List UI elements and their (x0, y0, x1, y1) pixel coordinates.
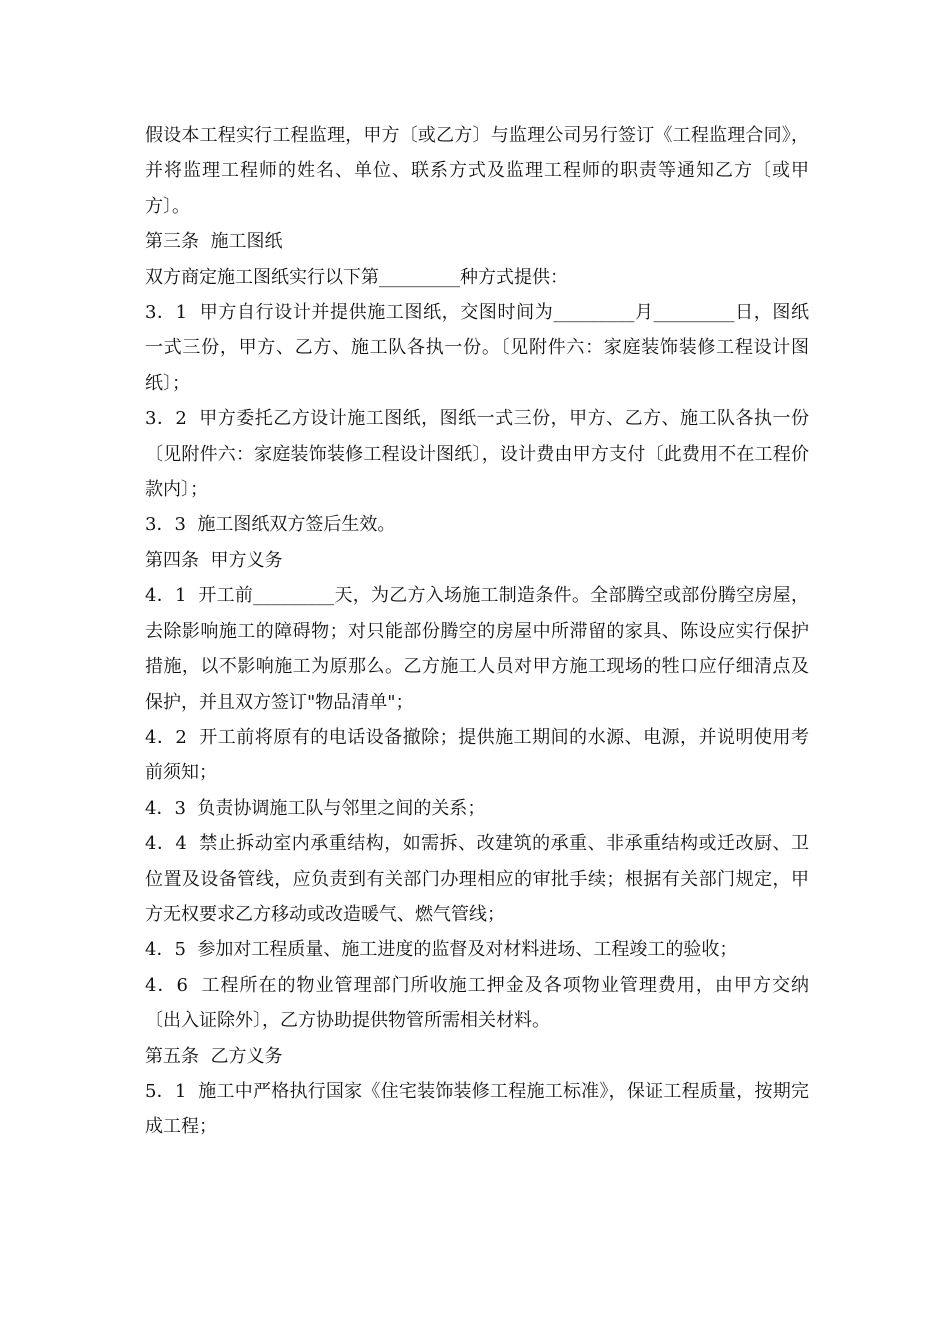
clause-4-6: 4．6 工程所在的物业管理部门所收施工押金及各项物业管理费用，由甲方交纳〔出入证除外〕，乙方协助提供物管所需相关材料。 (145, 974, 809, 1032)
heading-article-5: 第五条 乙方义务 (145, 1045, 283, 1067)
clause-5-1: 5．1 施工中严格执行国家《住宅装饰装修工程施工标准》，保证工程质量，按期完成工程； (145, 1080, 809, 1138)
paragraph-drawing-method: 双方商定施工图纸实行以下第_________种方式提供： (145, 266, 568, 288)
document-page (145, 118, 809, 1145)
clause-4-4: 4．4 禁止拆动室内承重结构，如需拆、改建筑的承重、非承重结构或迁改厨、卫位置及设备管线，应负责到有关部门办理相应的审批手续；根据有关部门规定，甲方无权要求乙方移动或改造暖气、燃气管线； (145, 833, 809, 925)
clause-3-2: 3．2 甲方委托乙方设计施工图纸，图纸一式三份，甲方、乙方、施工队各执一份〔见附件六：家庭装饰装修工程设计图纸〕，设计费由甲方支付〔此费用不在工程价款内〕； (145, 408, 809, 501)
heading-article-3: 第三条 施工图纸 (145, 231, 283, 253)
clause-3-1: 3．1 甲方自行设计并提供施工图纸，交图时间为_________月_________日，图纸一式三份，甲方、乙方、施工队各执一份。〔见附件六：家庭装饰装修工程设计图纸〕； (145, 302, 809, 394)
clause-4-3: 4．3 负责协调施工队与邻里之间的关系； (145, 797, 486, 819)
clause-4-5: 4．5 参加对工程质量、施工进度的监督及对材料进场、工程竣工的验收； (145, 939, 738, 961)
heading-article-4: 第四条 甲方义务 (145, 549, 283, 571)
clause-3-3: 3．3 施工图纸双方签后生效。 (145, 514, 396, 536)
clause-4-2: 4．2 开工前将原有的电话设备撤除；提供施工期间的水源、电源，并说明使用考前须知； (145, 726, 809, 784)
paragraph-supervision: 假设本工程实行工程监理，甲方〔或乙方〕与监理公司另行签订《工程监理合同》，并将监理工程师的姓名、单位、联系方式及监理工程师的职责等通知乙方〔或甲方〕。 (145, 125, 809, 217)
clause-4-1: 4．1 开工前_________天，为乙方入场施工制造条件。全部腾空或部份腾空房屋，去除影响施工的障碍物；对只能部份腾空的房屋中所滞留的家具、陈设应实行保护措施，以不影响施工为原那么。乙方施工人员对甲方施工现场的牲口应仔细清点及保护，并且双方签订"物品清单"； (145, 585, 809, 713)
